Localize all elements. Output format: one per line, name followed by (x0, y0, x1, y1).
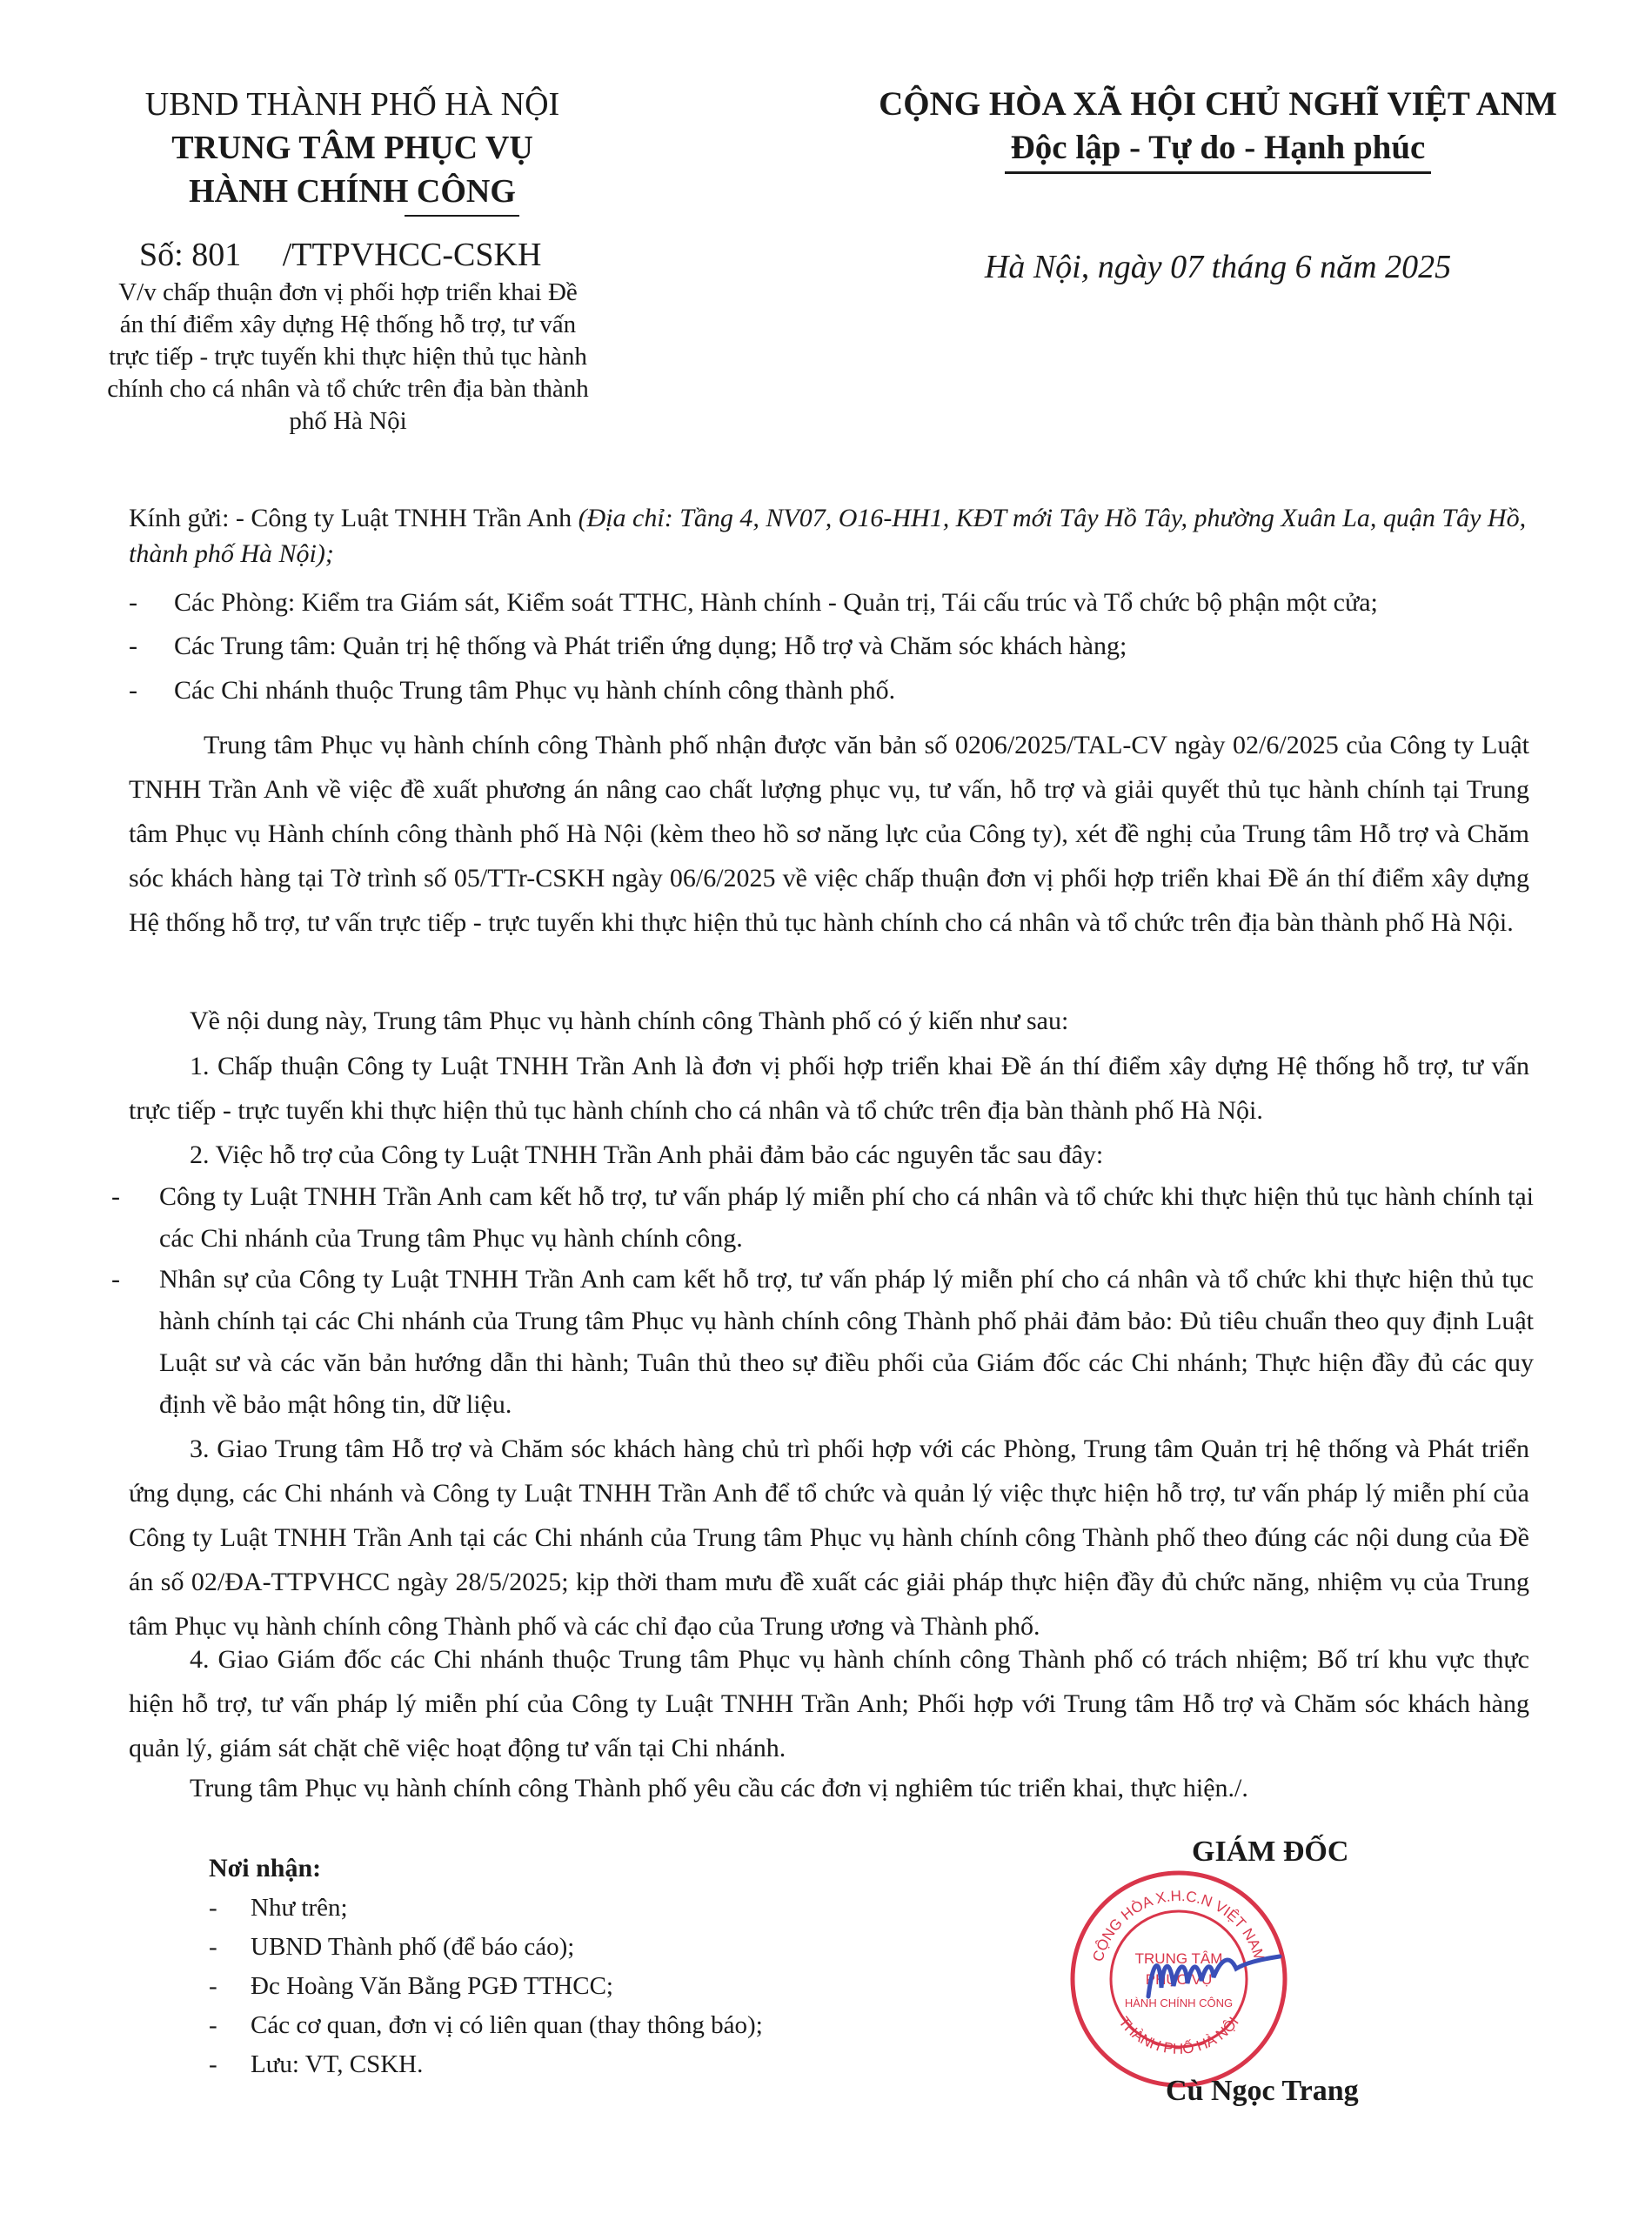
signer-position: GIÁM ĐỐC (1192, 1836, 1349, 1868)
distribution-item-text: Lưu: VT, CSKH. (251, 2050, 424, 2078)
national-header (809, 83, 1627, 174)
recipient-item-text: Các Phòng: Kiểm tra Giám sát, Kiểm soát TTHC, Hành chính - Quản trị, Tái cấu trúc và Tổ chức bộ phận một cửa; (174, 588, 1378, 617)
body-paragraph-text: Trung tâm Phục vụ hành chính công Thành phố nhận được văn bản số 0206/2025/TAL-CV ngày 02/6/2025 của Công ty Luật TNHH Trần Anh về việc đề xuất phương án nâng cao chất lượng phục vụ, tư vấn, hỗ trợ và giải quyết thủ tục hành chính tại Trung tâm Phục vụ Hành chính công thành phố Hà Nội (kèm theo hồ sơ năng lực của Công ty), xét đề nghị của Trung tâm Hỗ trợ và Chăm sóc khách hàng tại Tờ trình số 05/TTr-CSKH ngày 06/6/2025 về việc chấp thuận đơn vị phối hợp triển khai Đề án thí điểm xây dựng Hệ thống hỗ trợ, tư vấn trực tiếp - trực tuyến khi thực hiện thủ tục hành chính cho cá nhân và tổ chức trên địa bàn thành phố Hà Nội. (129, 731, 1529, 937)
issuer-name-line2 (189, 170, 516, 213)
distribution-item (209, 2045, 905, 2084)
body-paragraph-1 (129, 723, 1529, 945)
document-subject: V/v chấp thuận đơn vị phối hợp triển khai Đề án thí điểm xây dựng Hệ thống hỗ trợ, tư vấn trực tiếp - trực tuyến khi thực hiện thủ tục hành chính cho cá nhân và tổ chức trên địa bàn thành phố Hà Nội (107, 278, 589, 435)
body-paragraph-text: 4. Giao Giám đốc các Chi nhánh thuộc Trung tâm Phục vụ hành chính công Thành phố có trách nhiệm; Bố trí khu vực thực hiện hỗ trợ, tư vấn pháp lý miễn phí của Công ty Luật TNHH Trần Anh; Phối hợp với Trung tâm Hỗ trợ và Chăm sóc khách hàng quản lý, giám sát chặt chẽ việc hoạt động tư vấn tại Chi nhánh. (129, 1645, 1529, 1762)
issuer-name-line2-text: HÀNH CHÍNH CÔNG (189, 173, 516, 210)
distribution-item-text: Các cơ quan, đơn vị có liên quan (thay thông báo); (251, 2011, 763, 2039)
body-paragraph-2 (129, 999, 1529, 1043)
dash: - (209, 1894, 217, 1922)
body-paragraph-4 (129, 1133, 1529, 1177)
dash: - (209, 1972, 217, 2000)
dash: - (129, 588, 137, 617)
recipient-prefix: Kính gửi: - Công ty Luật TNHH Trần Anh (129, 504, 579, 532)
seal-line2: PHỤC VỤ (1145, 1971, 1213, 1988)
distribution-item-text: Đc Hoàng Văn Bằng PGĐ TTHCC; (251, 1972, 613, 2000)
dash: - (209, 2050, 217, 2078)
distribution-item (209, 1889, 905, 1928)
seal-line1: TRUNG TÂM (1134, 1950, 1223, 1967)
body-paragraph-text: 3. Giao Trung tâm Hỗ trợ và Chăm sóc khách hàng chủ trì phối hợp với các Phòng, Trung tâm Quản trị hệ thống và Phát triển ứng dụng, các Chi nhánh và Công ty Luật TNHH Trần Anh để tổ chức và quản lý việc thực hiện hỗ trợ, tư vấn pháp lý miễn phí của Công ty Luật TNHH Trần Anh tại các Chi nhánh của Trung tâm Phục vụ hành chính công Thành phố theo đúng các nội dung của Đề án số 02/ĐA-TTPVHCC ngày 28/5/2025; kịp thời tham mưu đề xuất các giải pháp thực hiện đầy đủ chức năng, nhiệm vụ của Trung tâm Phục vụ hành chính công Thành phố và các chỉ đạo của Trung ương và Thành phố. (129, 1435, 1529, 1641)
dash: - (111, 1182, 120, 1211)
recipient-main (129, 500, 1534, 572)
place-date: Hà Nội, ngày 07 tháng 6 năm 2025 (984, 249, 1452, 285)
body-paragraph-6 (129, 1637, 1529, 1770)
issuer-underline (405, 215, 519, 217)
issuer-parent: UBND THÀNH PHỐ HÀ NỘI (144, 86, 560, 123)
distribution-item (209, 1928, 905, 1967)
body-paragraph-3 (129, 1044, 1529, 1133)
motto-underline (1005, 171, 1431, 174)
body-paragraph-text: 2. Việc hỗ trợ của Công ty Luật TNHH Trần Anh phải đảm bảo các nguyên tắc sau đây: (190, 1140, 1104, 1169)
document-number: Số: 801 /TTPVHCC-CSKH (139, 237, 542, 273)
distribution-title: Nơi nhận: (209, 1854, 322, 1883)
national-motto: Độc lập - Tự do - Hạnh phúc (1010, 129, 1426, 166)
recipient-address: (Địa chỉ: Tầng 4, NV07, O16-HH1, KĐT mới Tây Hồ Tây, phường Xuân La, quận Tây Hồ, thành phố Hà Nội); (129, 504, 1527, 568)
recipient-item (129, 628, 1555, 664)
issuer-header (78, 83, 626, 213)
recipient-item (129, 672, 1555, 708)
seal-line3: HÀNH CHÍNH CÔNG (1124, 1996, 1234, 2010)
body-paragraph-7 (129, 1766, 1529, 1810)
body-paragraph-5 (129, 1427, 1529, 1649)
national-title: CỘNG HÒA XÃ HỘI CHỦ NGHĨ VIỆT ANM (879, 85, 1557, 123)
dash: - (209, 2011, 217, 2039)
body-paragraph-text: Trung tâm Phục vụ hành chính công Thành phố yêu cầu các đơn vị nghiêm túc triển khai, thực hiện./. (190, 1774, 1248, 1802)
body-bullet-2 (111, 1259, 1534, 1426)
recipient-item-text: Các Trung tâm: Quản trị hệ thống và Phát triển ứng dụng; Hỗ trợ và Chăm sóc khách hàng; (174, 632, 1127, 660)
official-seal (1066, 1866, 1292, 2092)
seal-bottom-text: THÀNH PHỐ HÀ NỘI (1115, 2013, 1242, 2057)
distribution-item-text: Như trên; (251, 1894, 348, 1922)
distribution-list (209, 1849, 905, 2084)
body-paragraph-text: Về nội dung này, Trung tâm Phục vụ hành chính công Thành phố có ý kiến như sau: (190, 1006, 1069, 1035)
distribution-item-text: UBND Thành phố (để báo cáo); (251, 1933, 575, 1961)
body-bullet-text: Nhân sự của Công ty Luật TNHH Trần Anh cam kết hỗ trợ, tư vấn pháp lý miễn phí cho cá nhân và tổ chức khi thực hiện thủ tục hành chính tại các Chi nhánh của Trung tâm Phục vụ hành chính công Thành phố phải đảm bảo: Đủ tiêu chuẩn theo quy định Luật Luật sư và các văn bản hướng dẫn thi hành; Tuân thủ theo sự điều phối của Giám đốc các Chi nhánh; Thực hiện đầy đủ các quy định về bảo mật hông tin, dữ liệu. (159, 1265, 1534, 1419)
distribution-item (209, 1967, 905, 2006)
recipient-item-text: Các Chi nhánh thuộc Trung tâm Phục vụ hành chính công thành phố. (174, 676, 896, 705)
dash: - (209, 1933, 217, 1961)
body-bullet-1 (111, 1176, 1534, 1260)
seal-outer-text: CỘNG HÒA X.H.C.N VIỆT NAM (1089, 1887, 1268, 1963)
dash: - (129, 676, 137, 705)
dash: - (129, 632, 137, 660)
dash: - (111, 1265, 120, 1294)
body-paragraph-text: 1. Chấp thuận Công ty Luật TNHH Trần Anh là đơn vị phối hợp triển khai Đề án thí điểm xây dựng Hệ thống hỗ trợ, tư vấn trực tiếp - trực tuyến khi thực hiện thủ tục hành chính cho cá nhân và tổ chức trên địa bàn thành phố Hà Nội. (129, 1052, 1529, 1125)
signer-name: Cù Ngọc Trang (1166, 2075, 1359, 2107)
recipient-item (129, 585, 1555, 620)
body-bullet-text: Công ty Luật TNHH Trần Anh cam kết hỗ trợ, tư vấn pháp lý miễn phí cho cá nhân và tổ chức khi thực hiện thủ tục hành chính tại các Chi nhánh của Trung tâm Phục vụ hành chính công. (159, 1182, 1534, 1253)
issuer-name-line1: TRUNG TÂM PHỤC VỤ (171, 130, 533, 166)
distribution-item (209, 2006, 905, 2045)
